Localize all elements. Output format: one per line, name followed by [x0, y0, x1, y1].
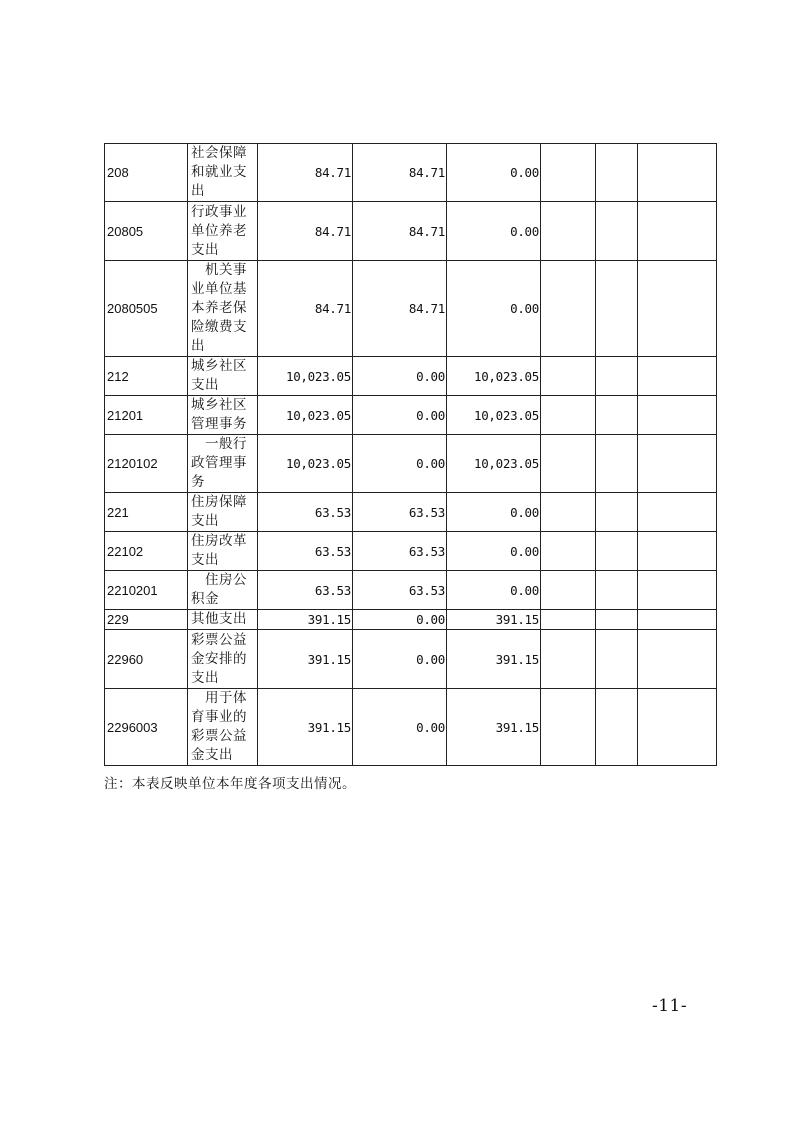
table-row	[105, 571, 717, 610]
subject-name-cell: 住房改革支出	[188, 532, 258, 571]
empty-cell	[541, 571, 596, 610]
expenditure-table	[104, 143, 717, 766]
project-expenditure-cell: 391.15	[447, 630, 541, 689]
project-expenditure-cell: 10,023.05	[447, 435, 541, 493]
project-expenditure-cell: 0.00	[447, 532, 541, 571]
total-amount-cell: 391.15	[258, 610, 353, 630]
table-row	[105, 689, 717, 766]
empty-cell	[638, 202, 717, 261]
empty-cell	[596, 261, 638, 357]
subject-code-cell: 21201	[105, 396, 188, 435]
table-note: 注：本表反映单位本年度各项支出情况。	[104, 776, 356, 792]
subject-name-cell: 其他支出	[188, 610, 258, 630]
subject-code-cell: 2296003	[105, 689, 188, 766]
empty-cell	[638, 532, 717, 571]
basic-expenditure-cell: 0.00	[353, 396, 447, 435]
total-amount-cell: 391.15	[258, 630, 353, 689]
total-amount-cell: 63.53	[258, 571, 353, 610]
empty-cell	[638, 396, 717, 435]
page-number: -11-	[652, 996, 688, 1016]
subject-code-cell: 2080505	[105, 261, 188, 357]
table-row	[105, 630, 717, 689]
total-amount-cell: 84.71	[258, 261, 353, 357]
table-row	[105, 435, 717, 493]
empty-cell	[638, 571, 717, 610]
empty-cell	[596, 571, 638, 610]
empty-cell	[638, 630, 717, 689]
table-row	[105, 202, 717, 261]
empty-cell	[596, 144, 638, 202]
project-expenditure-cell: 0.00	[447, 493, 541, 532]
basic-expenditure-cell: 84.71	[353, 144, 447, 202]
table-row	[105, 357, 717, 396]
empty-cell	[596, 532, 638, 571]
empty-cell	[541, 689, 596, 766]
empty-cell	[638, 261, 717, 357]
total-amount-cell: 10,023.05	[258, 435, 353, 493]
basic-expenditure-cell: 0.00	[353, 689, 447, 766]
subject-code-cell: 2120102	[105, 435, 188, 493]
empty-cell	[541, 202, 596, 261]
subject-code-cell: 2210201	[105, 571, 188, 610]
empty-cell	[541, 493, 596, 532]
total-amount-cell: 10,023.05	[258, 396, 353, 435]
basic-expenditure-cell: 63.53	[353, 493, 447, 532]
subject-name-cell: 行政事业单位养老支出	[188, 202, 258, 261]
subject-code-cell: 208	[105, 144, 188, 202]
empty-cell	[638, 357, 717, 396]
empty-cell	[596, 689, 638, 766]
empty-cell	[596, 630, 638, 689]
subject-code-cell: 221	[105, 493, 188, 532]
empty-cell	[541, 435, 596, 493]
empty-cell	[541, 261, 596, 357]
total-amount-cell: 391.15	[258, 689, 353, 766]
empty-cell	[541, 630, 596, 689]
project-expenditure-cell: 0.00	[447, 261, 541, 357]
basic-expenditure-cell: 0.00	[353, 435, 447, 493]
empty-cell	[541, 610, 596, 630]
subject-name-cell: 住房保障支出	[188, 493, 258, 532]
basic-expenditure-cell: 63.53	[353, 571, 447, 610]
table-body	[105, 144, 717, 766]
empty-cell	[638, 435, 717, 493]
empty-cell	[596, 435, 638, 493]
subject-name-cell: 住房公积金	[188, 571, 258, 610]
basic-expenditure-cell: 0.00	[353, 630, 447, 689]
table-row	[105, 261, 717, 357]
subject-name-cell: 一般行政管理事务	[188, 435, 258, 493]
project-expenditure-cell: 391.15	[447, 689, 541, 766]
empty-cell	[541, 396, 596, 435]
table-row	[105, 493, 717, 532]
empty-cell	[596, 396, 638, 435]
subject-code-cell: 22102	[105, 532, 188, 571]
empty-cell	[596, 493, 638, 532]
subject-code-cell: 229	[105, 610, 188, 630]
empty-cell	[541, 357, 596, 396]
empty-cell	[638, 144, 717, 202]
project-expenditure-cell: 0.00	[447, 571, 541, 610]
empty-cell	[596, 610, 638, 630]
empty-cell	[541, 532, 596, 571]
basic-expenditure-cell: 0.00	[353, 357, 447, 396]
table-row	[105, 144, 717, 202]
total-amount-cell: 84.71	[258, 202, 353, 261]
total-amount-cell: 10,023.05	[258, 357, 353, 396]
table-row	[105, 396, 717, 435]
project-expenditure-cell: 391.15	[447, 610, 541, 630]
project-expenditure-cell: 10,023.05	[447, 396, 541, 435]
subject-code-cell: 212	[105, 357, 188, 396]
project-expenditure-cell: 0.00	[447, 202, 541, 261]
basic-expenditure-cell: 84.71	[353, 261, 447, 357]
basic-expenditure-cell: 84.71	[353, 202, 447, 261]
subject-name-cell: 彩票公益金安排的支出	[188, 630, 258, 689]
subject-name-cell: 机关事业单位基本养老保险缴费支出	[188, 261, 258, 357]
subject-name-cell: 城乡社区管理事务	[188, 396, 258, 435]
subject-name-cell: 城乡社区支出	[188, 357, 258, 396]
empty-cell	[638, 610, 717, 630]
table-row	[105, 532, 717, 571]
empty-cell	[596, 202, 638, 261]
basic-expenditure-cell: 63.53	[353, 532, 447, 571]
empty-cell	[541, 144, 596, 202]
empty-cell	[638, 493, 717, 532]
total-amount-cell: 84.71	[258, 144, 353, 202]
subject-code-cell: 22960	[105, 630, 188, 689]
subject-code-cell: 20805	[105, 202, 188, 261]
subject-name-cell: 用于体育事业的彩票公益金支出	[188, 689, 258, 766]
empty-cell	[638, 689, 717, 766]
project-expenditure-cell: 0.00	[447, 144, 541, 202]
project-expenditure-cell: 10,023.05	[447, 357, 541, 396]
total-amount-cell: 63.53	[258, 493, 353, 532]
empty-cell	[596, 357, 638, 396]
total-amount-cell: 63.53	[258, 532, 353, 571]
table-row	[105, 610, 717, 630]
basic-expenditure-cell: 0.00	[353, 610, 447, 630]
subject-name-cell: 社会保障和就业支出	[188, 144, 258, 202]
